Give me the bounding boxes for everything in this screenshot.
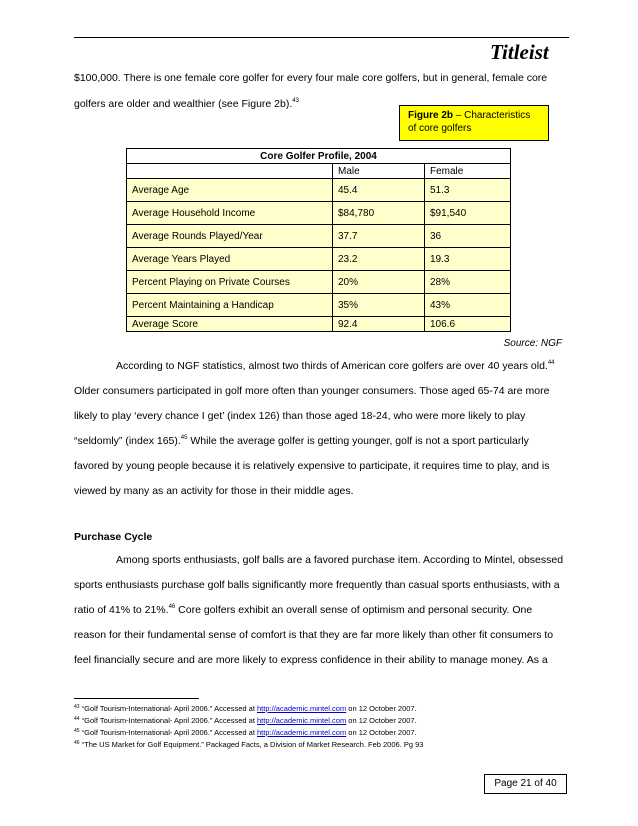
figure-callout [399, 105, 549, 141]
table-row [127, 248, 511, 271]
paragraph-line: favored by young people because it is relatively expensive to participate, it requires time to play, and is [74, 460, 550, 472]
section-heading: Purchase Cycle [74, 531, 153, 543]
table-title: Core Golfer Profile, 2004 [127, 149, 511, 164]
titleist-logo [488, 39, 568, 65]
female-value: 36 [425, 225, 511, 248]
footnote: $^{46}$ “The US Market for Golf Equipment.” Packaged Facts, a Division of Market Research. Feb 2006. Pg 93 [74, 740, 424, 749]
footnote-ref: 46 [168, 604, 176, 610]
male-value: 20% [333, 271, 425, 294]
footnote-ref: 43 [292, 98, 299, 104]
paragraph-line: sports enthusiasts purchase golf balls significantly more frequently than casual sports enthusiasts, with a [74, 579, 560, 591]
female-value: $91,540 [425, 202, 511, 225]
male-value: 45.4 [333, 179, 425, 202]
male-value: $84,780 [333, 202, 425, 225]
paragraph-line: viewed by many as an activity for those in their middle ages. [74, 485, 354, 497]
figure-label: Figure 2b [408, 110, 454, 121]
table-row [127, 317, 511, 332]
footnote: $^{43}$ “Golf Tourism-International- April 2006.” Accessed at http://academic.mintel.com on 12 October 2007. [74, 704, 417, 713]
row-label: Percent Playing on Private Courses [127, 271, 333, 294]
male-value: 92.4 [333, 317, 425, 332]
female-value: 28% [425, 271, 511, 294]
row-label: Percent Maintaining a Handicap [127, 294, 333, 317]
female-value: 51.3 [425, 179, 511, 202]
paragraph-line: feel financially secure and are more likely to express confidence in their ability to manage money. As a [74, 654, 548, 666]
footnote-ref: 45 [180, 435, 188, 441]
svg-text:Titleist: Titleist [490, 40, 549, 64]
female-value: 106.6 [425, 317, 511, 332]
table-row [127, 294, 511, 317]
row-label: Average Years Played [127, 248, 333, 271]
paragraph-line: According to NGF statistics, almost two thirds of American core golfers are over 40 years old.$^{44}$ [116, 360, 555, 372]
figure-caption: – Characteristics [453, 110, 531, 121]
table-header-cell: Female [425, 164, 511, 179]
table-row [127, 179, 511, 202]
page-number: Page 21 of 40 [484, 774, 567, 794]
paragraph-line: Older consumers participated in golf more often than younger consumers. Those aged 65-74 are more [74, 385, 550, 397]
table-row [127, 271, 511, 294]
footnote-link[interactable]: http://academic.mintel.com [257, 716, 347, 725]
male-value: 37.7 [333, 225, 425, 248]
table-header-cell: Male [333, 164, 425, 179]
row-label: Average Rounds Played/Year [127, 225, 333, 248]
footnote-ref: 44 [547, 360, 555, 366]
paragraph-line: “seldomly” (index 165).$^{45}$ While the average golfer is getting younger, golf is not a sport particularly [74, 435, 529, 447]
paragraph-line: golfers are older and wealthier (see Figure 2b).$^{43}$ [74, 98, 299, 110]
footnote-separator [74, 698, 199, 699]
row-label: Average Score [127, 317, 333, 332]
table-header-cell [127, 164, 333, 179]
figure-caption-line2: of core golfers [408, 123, 472, 134]
male-value: 35% [333, 294, 425, 317]
paragraph-line: likely to play ‘every chance I get’ (index 126) than those aged 18-24, who were more likely to play [74, 410, 526, 422]
table-source: Source: NGF [503, 338, 562, 349]
male-value: 23.2 [333, 248, 425, 271]
female-value: 43% [425, 294, 511, 317]
footnote-link[interactable]: http://academic.mintel.com [257, 704, 347, 713]
paragraph-line: reason for their fundamental sense of comfort is that they are far more likely than other fit consumers to [74, 629, 554, 641]
paragraph-line: $100,000. There is one female core golfer for every four male core golfers, but in general, female core [74, 72, 548, 84]
table-row [127, 225, 511, 248]
footnote: $^{44}$ “Golf Tourism-International- April 2006.” Accessed at http://academic.mintel.com on 12 October 2007. [74, 716, 417, 725]
footnote-link[interactable]: http://academic.mintel.com [257, 728, 347, 737]
paragraph-line: Among sports enthusiasts, golf balls are a favored purchase item. According to Mintel, obsessed [116, 554, 564, 566]
row-label: Average Age [127, 179, 333, 202]
row-label: Average Household Income [127, 202, 333, 225]
female-value: 19.3 [425, 248, 511, 271]
footnote: $^{45}$ “Golf Tourism-International- April 2006.” Accessed at http://academic.mintel.com on 12 October 2007. [74, 728, 417, 737]
core-golfer-profile-table [126, 148, 511, 332]
paragraph-line: ratio of 41% to 21%.$^{46}$ Core golfers exhibit an overall sense of optimism and personal security. One [74, 604, 533, 616]
table-row [127, 202, 511, 225]
header-rule [74, 37, 569, 38]
